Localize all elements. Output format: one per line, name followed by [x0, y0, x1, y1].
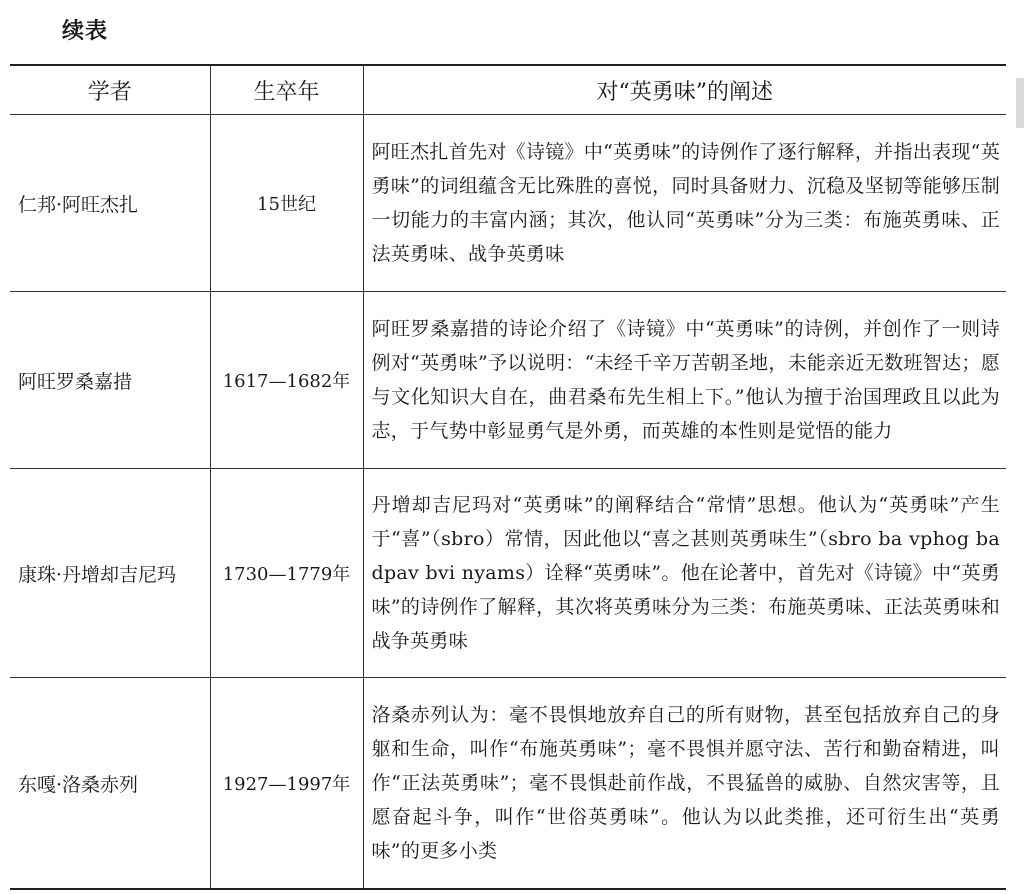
scholar-years: 1730—1779年 — [210, 469, 363, 678]
scholar-description: 阿旺杰扎首先对《诗镜》中“英勇味”的诗例作了逐行解释，并指出表现“英勇味”的词组蕴含无比殊胜的喜悦，同时具备财力、沉稳及坚韧等能够压制一切能力的丰富内涵；其次，他认同“英勇味”分为三类：布施英勇味、正法英勇味、战争英勇味 — [363, 115, 1006, 292]
scholar-name: 仁邦·阿旺杰扎 — [10, 115, 210, 292]
page-edge-marker — [1016, 78, 1024, 128]
table-header-row — [10, 65, 1006, 115]
table-row — [10, 469, 1006, 678]
header-scholar: 学者 — [10, 65, 210, 115]
header-years: 生卒年 — [210, 65, 363, 115]
table-row — [10, 678, 1006, 890]
scholars-table — [10, 64, 1006, 890]
table-row — [10, 292, 1006, 469]
scholar-name: 阿旺罗桑嘉措 — [10, 292, 210, 469]
table-row — [10, 115, 1006, 292]
scholar-description: 阿旺罗桑嘉措的诗论介绍了《诗镜》中“英勇味”的诗例，并创作了一则诗例对“英勇味”予以说明：“未经千辛万苦朝圣地，未能亲近无数班智达；愿与文化知识大自在，曲君桑布先生相上下。”他认为擅于治国理政且以此为志，于气势中彰显勇气是外勇，而英雄的本性则是觉悟的能力 — [363, 292, 1006, 469]
scholar-years: 1927—1997年 — [210, 678, 363, 890]
scholar-name: 东嘎·洛桑赤列 — [10, 678, 210, 890]
scholar-name: 康珠·丹增却吉尼玛 — [10, 469, 210, 678]
scholar-description: 丹增却吉尼玛对“英勇味”的阐释结合“常情”思想。他认为“英勇味”产生于“喜”（sbro）常情，因此他以“喜之甚则英勇味生”（sbro ba vphog ba dpav bvi nyams）诠释“英勇味”。他在论著中，首先对《诗镜》中“英勇味”的诗例作了解释，其次将英勇味分为三类：布施英勇味、正法英勇味和战争英勇味 — [363, 469, 1006, 678]
scholar-years: 15世纪 — [210, 115, 363, 292]
scholar-years: 1617—1682年 — [210, 292, 363, 469]
table-caption: 续表 — [62, 18, 109, 44]
scholar-description: 洛桑赤列认为：毫不畏惧地放弃自己的所有财物，甚至包括放弃自己的身躯和生命，叫作“布施英勇味”；毫不畏惧并愿守法、苦行和勤奋精进，叫作“正法英勇味”；毫不畏惧赴前作战，不畏猛兽的威胁、自然灾害等，且愿奋起斗争，叫作“世俗英勇味”。他认为以此类推，还可衍生出“英勇味”的更多小类 — [363, 678, 1006, 890]
header-description: 对“英勇味”的阐述 — [363, 65, 1006, 115]
